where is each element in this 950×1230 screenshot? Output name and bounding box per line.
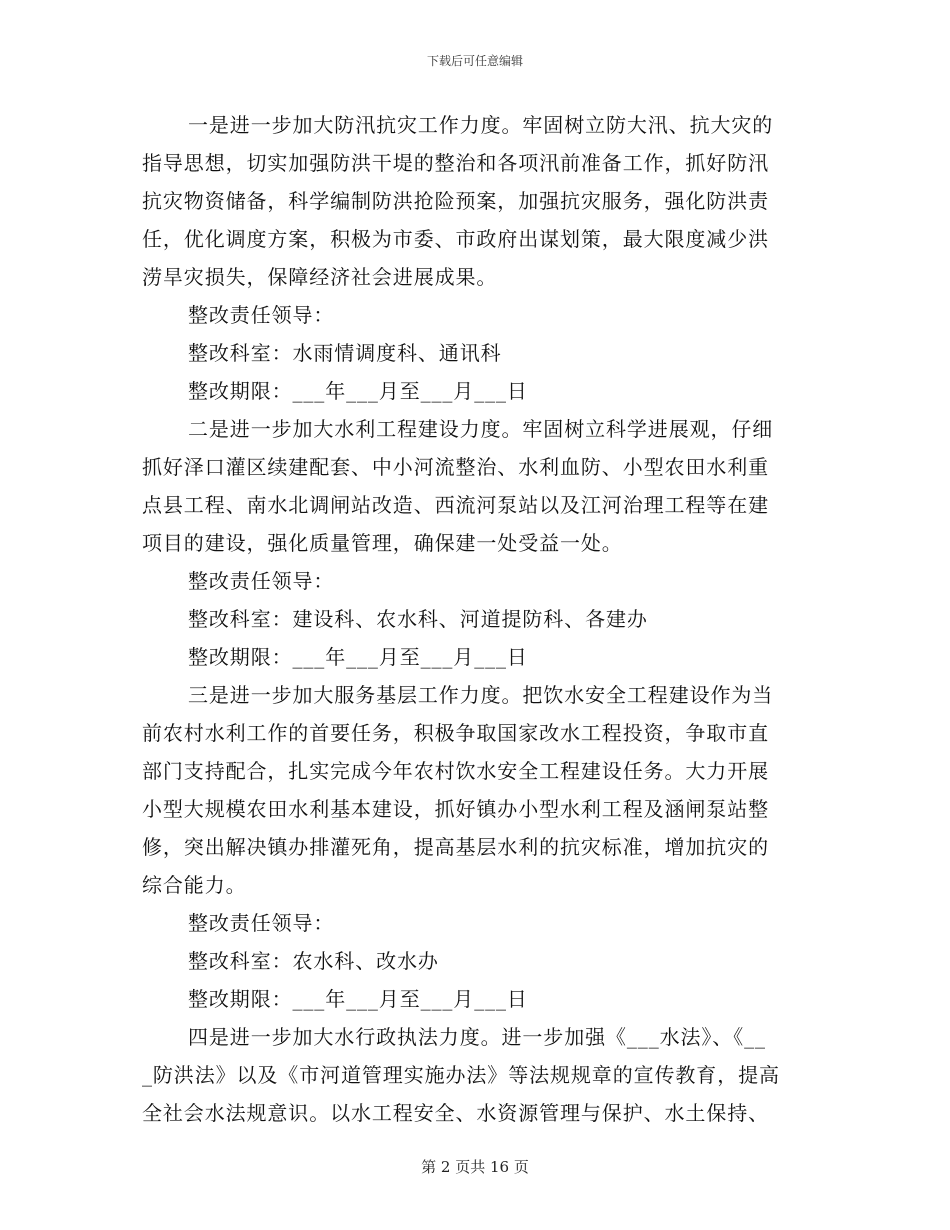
text-line: 修，突出解决镇办排灌死角，提高基层水利的抗灾标准，增加抗灾的 [142, 835, 769, 859]
text-line: 涝旱灾损失，保障经济社会进展成果。 [142, 265, 498, 289]
text-line: 抓好泽口灌区续建配套、中小河流整治、水利血防、小型农田水利重 [142, 455, 769, 479]
text-line: 任，优化调度方案，积极为市委、市政府出谋划策，最大限度减少洪 [142, 227, 769, 251]
text-line: 点县工程、南水北调闸站改造、西流河泵站以及江河治理工程等在建 [142, 493, 769, 517]
page-number: 第 2 页共 16 页 [421, 1158, 529, 1176]
text-line: _防洪法》以及《市河道管理实施办法》等法规规章的宣传教育，提高 [142, 1063, 780, 1087]
page-header: 下载后可任意编辑 [426, 54, 523, 68]
text-line: 前农村水利工作的首要任务，积极争取国家改水工程投资，争取市直 [142, 721, 769, 745]
text-line: 抗灾物资储备，科学编制防洪抢险预案，加强抗灾服务，强化防洪责 [142, 189, 769, 213]
text-line: 小型大规模农田水利基本建设，抓好镇办小型水利工程及涵闸泵站整 [142, 797, 769, 821]
text-line: 四是进一步加大水行政执法力度。进一步加强《___水法》、《__ [188, 1025, 766, 1049]
text-line: 整改责任领导： [188, 569, 335, 593]
text-line: 二是进一步加大水利工程建设力度。牢固树立科学进展观，仔细 [188, 417, 774, 441]
text-line: 整改科室：农水科、改水办 [188, 949, 439, 973]
text-line: 整改期限：___年___月至___月___日 [188, 379, 528, 403]
text-line: 部门支持配合，扎实完成今年农村饮水安全工程建设任务。大力开展 [142, 759, 769, 783]
text-line: 一是进一步加大防汛抗灾工作力度。牢固树立防大汛、抗大灾的 [188, 113, 774, 137]
text-line: 项目的建设，强化质量管理，确保建一处受益一处。 [142, 531, 623, 555]
text-line: 全社会水法规意识。以水工程安全、水资源管理与保护、水土保持、 [142, 1101, 769, 1125]
text-line: 整改期限：___年___月至___月___日 [188, 987, 528, 1011]
text-line: 整改科室：建设科、农水科、河道提防科、各建办 [188, 607, 648, 631]
document-body [142, 106, 808, 1132]
text-line: 整改科室：水雨情调度科、通讯科 [188, 341, 502, 365]
text-line: 整改责任领导： [188, 911, 335, 935]
text-line: 三是进一步加大服务基层工作力度。把饮水安全工程建设作为当 [188, 683, 774, 707]
text-line: 整改期限：___年___月至___月___日 [188, 645, 528, 669]
text-line: 指导思想，切实加强防洪干堤的整治和各项汛前准备工作，抓好防汛 [142, 151, 769, 175]
text-line: 综合能力。 [142, 873, 247, 897]
text-line: 整改责任领导： [188, 303, 335, 327]
